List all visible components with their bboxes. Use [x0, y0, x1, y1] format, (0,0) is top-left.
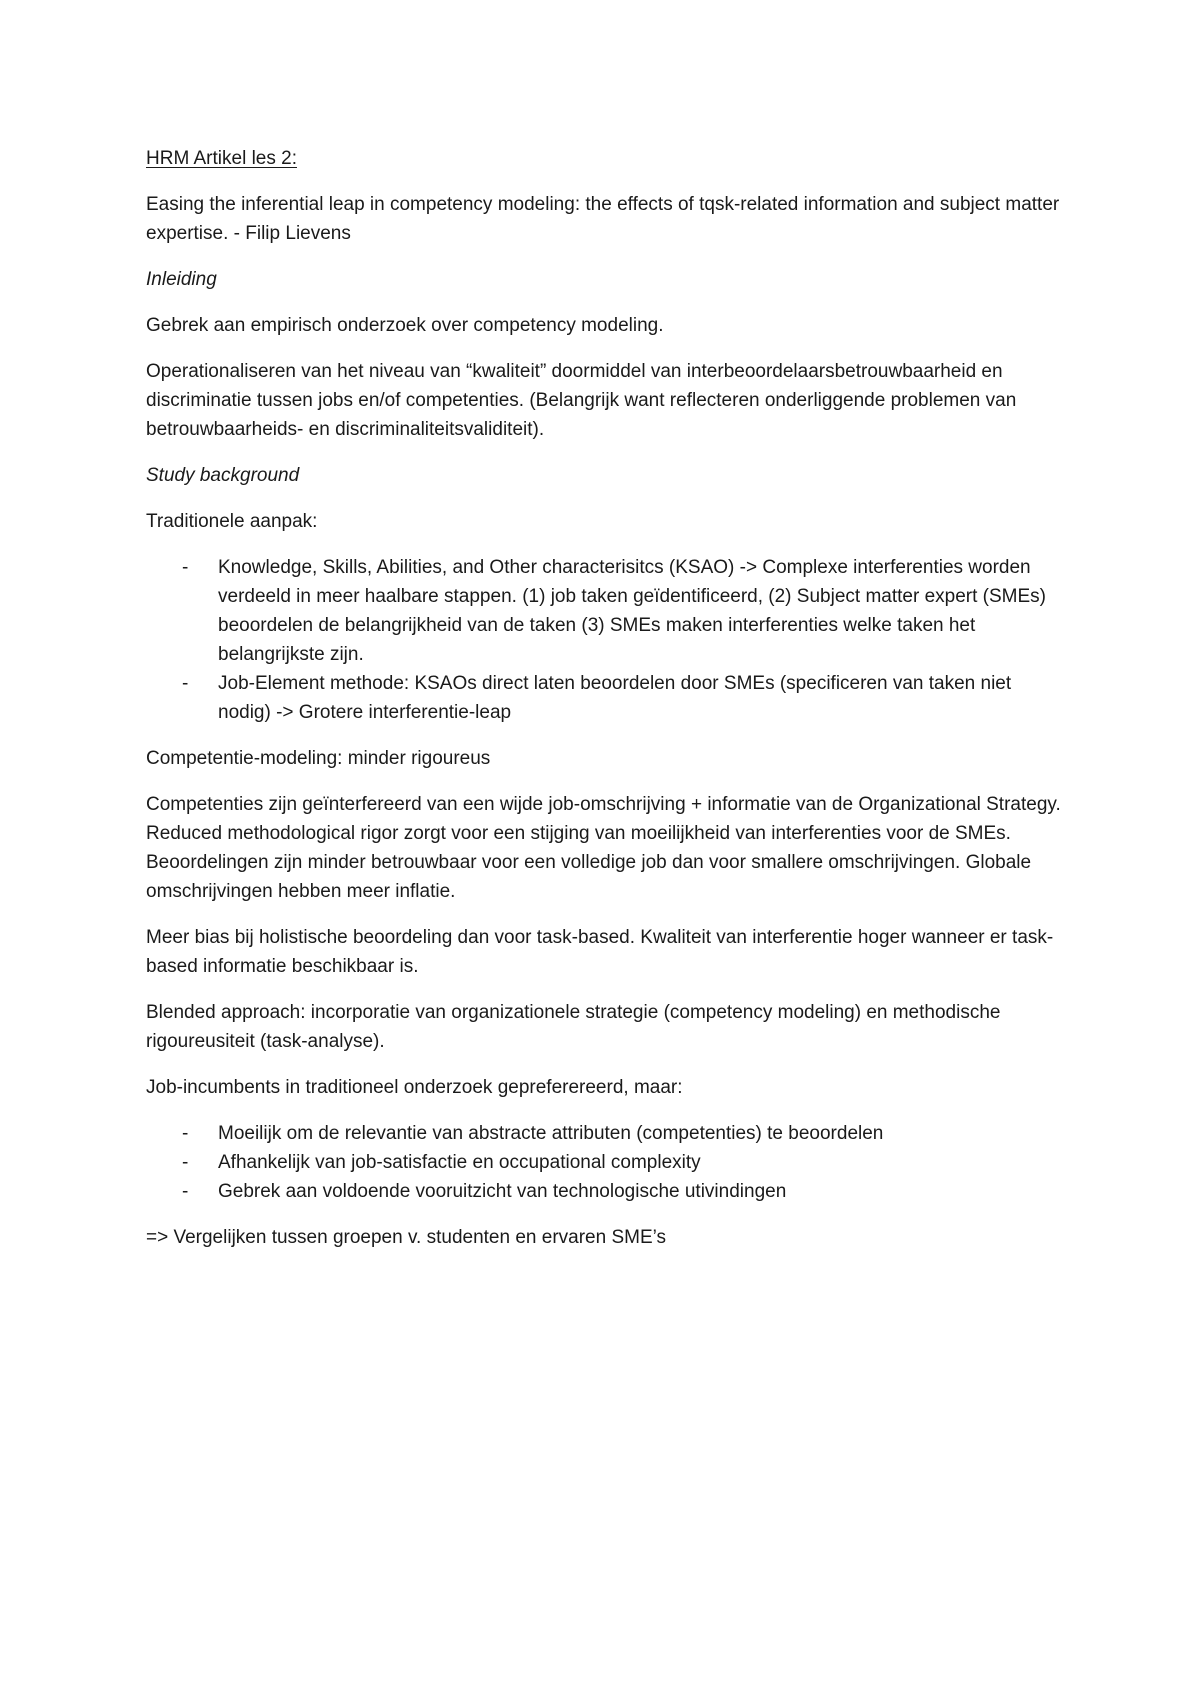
list-item	[146, 553, 1066, 669]
document-title: HRM Artikel les 2:	[146, 148, 297, 169]
list-item	[146, 1148, 1066, 1177]
article-reference: Easing the inferential leap in competency modeling: the effects of tqsk-related information and subject matter expertise. - Filip Lievens	[146, 194, 1060, 244]
dash-bullet-icon: -	[182, 557, 189, 578]
list-item-text: Moeilijk om de relevantie van abstracte attributen (competenties) te beoordelen	[218, 1123, 884, 1144]
job-incumbents-list	[146, 1119, 1066, 1206]
list-item-text: Knowledge, Skills, Abilities, and Other characterisitcs (KSAO) -> Complexe interferenties worden verdeeld in meer haalbare stappen. (1) job taken geïdentificeerd, (2) Subject matter expert (SMEs) beoordelen de belangrijkheid van de taken (3) SMEs maken interferenties welke taken het belangrijkste zijn.	[218, 557, 1046, 665]
competency-modeling-label: Competentie-modeling: minder rigoureus	[146, 748, 491, 769]
competency-paragraph-2: Meer bias bij holistische beoordeling dan voor task-based. Kwaliteit van interferentie hoger wanneer er task-based informatie beschikbaar is.	[146, 927, 1054, 977]
dash-bullet-icon: -	[182, 1123, 189, 1144]
conclusion-line: => Vergelijken tussen groepen v. studenten en ervaren SME’s	[146, 1227, 667, 1248]
traditional-approach-list	[146, 553, 1066, 727]
blended-approach-paragraph: Blended approach: incorporatie van organizationele strategie (competency modeling) en methodische rigoureusiteit (task-analyse).	[146, 1002, 1001, 1052]
list-item-text: Afhankelijk van job-satisfactie en occupational complexity	[218, 1152, 701, 1173]
competency-paragraph-1: Competenties zijn geïnterfereerd van een wijde job-omschrijving + informatie van de Organizational Strategy. Reduced methodological rigor zorgt voor een stijging van moeilijkheid van interferenties voor de SMEs. Beoordelingen zijn minder betrouwbaar voor een volledige job dan voor smallere omschrijvingen. Globale omschrijvingen hebben meer inflatie.	[146, 794, 1061, 902]
list-item	[146, 1177, 1066, 1206]
list-item-text: Job-Element methode: KSAOs direct laten beoordelen door SMEs (specificeren van taken niet nodig) -> Grotere interferentie-leap	[218, 673, 1012, 723]
traditional-approach-label: Traditionele aanpak:	[146, 511, 318, 532]
document-page	[146, 144, 1066, 1269]
section-heading-study-background: Study background	[146, 465, 300, 486]
list-item-text: Gebrek aan voldoende vooruitzicht van technologische utivindingen	[218, 1181, 787, 1202]
dash-bullet-icon: -	[182, 1181, 189, 1202]
section-heading-inleiding: Inleiding	[146, 269, 217, 290]
dash-bullet-icon: -	[182, 673, 189, 694]
job-incumbents-label: Job-incumbents in traditioneel onderzoek gepreferereerd, maar:	[146, 1077, 683, 1098]
intro-paragraph-2: Operationaliseren van het niveau van “kwaliteit” doormiddel van interbeoordelaarsbetrouwbaarheid en discriminatie tussen jobs en/of competenties. (Belangrijk want reflecteren onderliggende problemen van betrouwbaarheids- en discriminaliteitsvaliditeit).	[146, 361, 1017, 440]
list-item	[146, 1119, 1066, 1148]
dash-bullet-icon: -	[182, 1152, 189, 1173]
intro-paragraph-1: Gebrek aan empirisch onderzoek over competency modeling.	[146, 315, 664, 336]
list-item	[146, 669, 1066, 727]
